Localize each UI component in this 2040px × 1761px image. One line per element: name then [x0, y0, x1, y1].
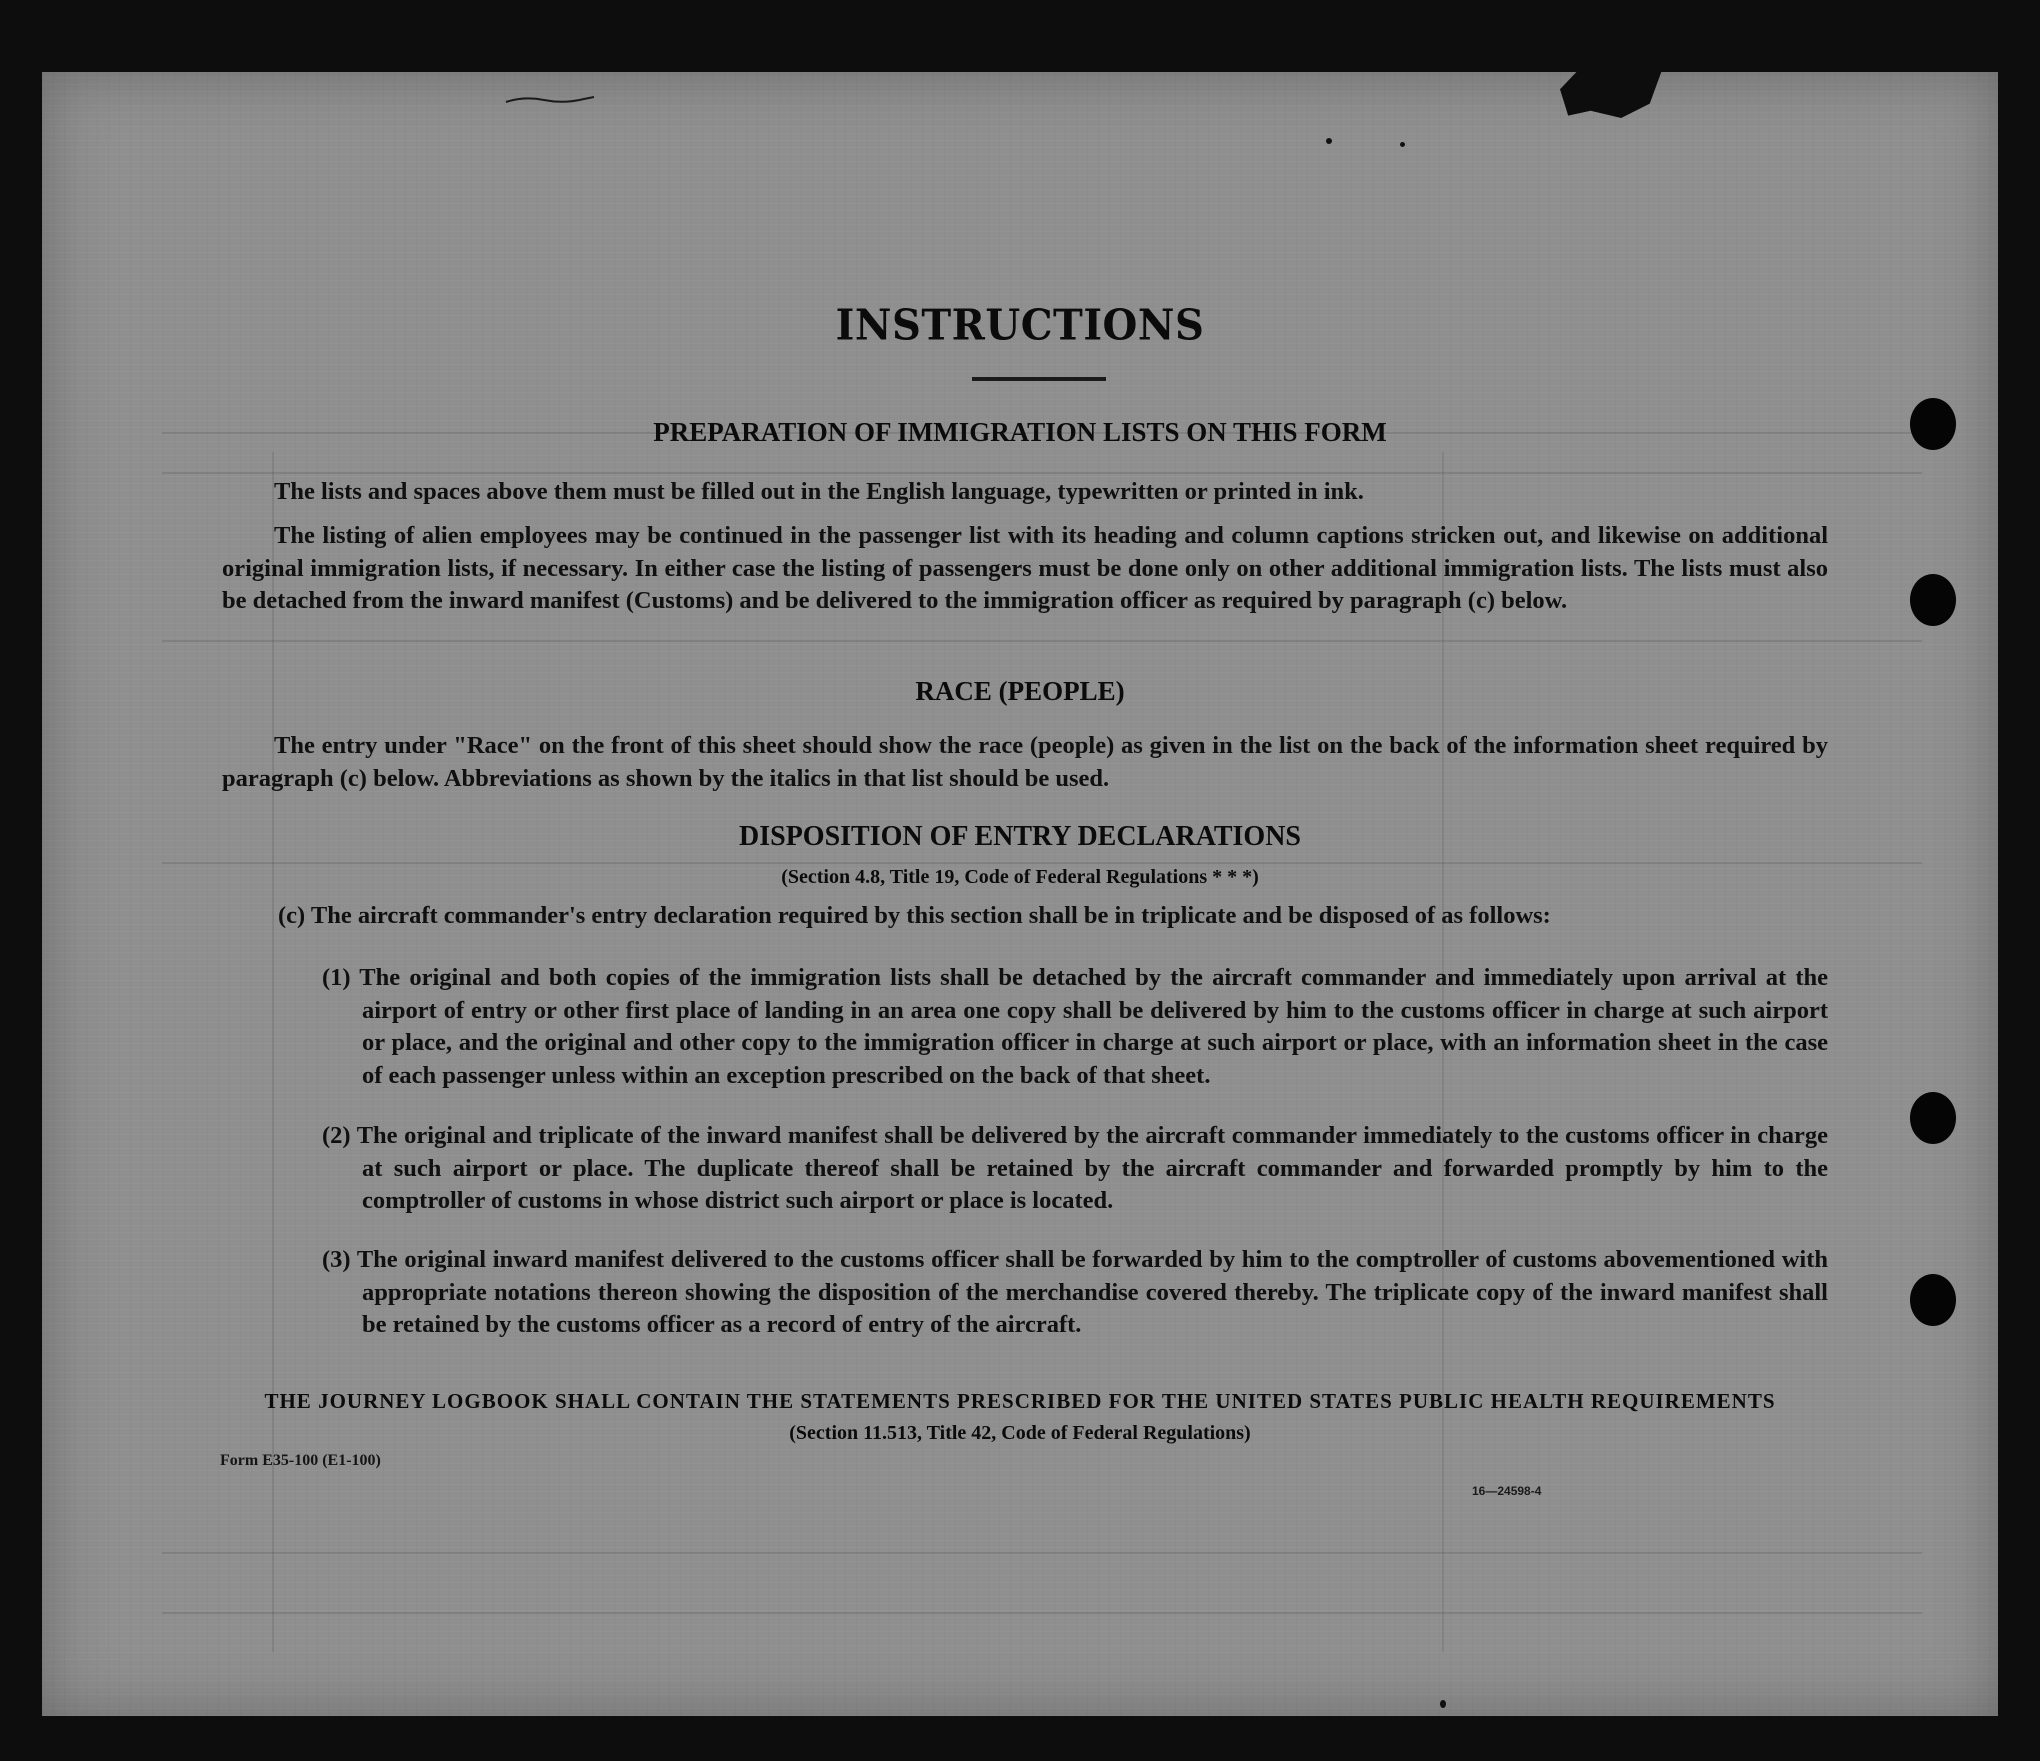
logbook-citation: (Section 11.513, Title 42, Code of Federal Regulations)	[789, 1422, 1251, 1444]
ink-speck	[1440, 1700, 1446, 1708]
section-heading-logbook: THE JOURNEY LOGBOOK SHALL CONTAIN THE STATEMENTS PRESCRIBED FOR THE UNITED STATES PUBLIC HEALTH REQUIREMENTS	[264, 1389, 1776, 1413]
punch-hole	[1910, 574, 1956, 626]
section-heading-immigration-lists: PREPARATION OF IMMIGRATION LISTS ON THIS FORM	[653, 417, 1387, 447]
list-item-3: (3) The original inward manifest delivered to the customs officer shall be forwarded by him to the comptroller of customs abovementioned with appropriate notations thereon showing the disposition of the merchandise covered thereby. The triplicate copy of the inward manifest shall be retained by the customs officer as a record of entry of the aircraft.	[322, 1246, 1828, 1338]
paragraph-race: The entry under "Race" on the front of this sheet should show the race (people) as given in the list on the back of the information sheet required by paragraph (c) below. Abbreviations as shown by the italics in that list should be used.	[222, 732, 1828, 792]
paragraph-c-intro: (c) The aircraft commander's entry declaration required by this section shall be in triplicate and be disposed of as follows:	[278, 902, 1551, 929]
pen-mark	[504, 94, 596, 106]
ink-speck	[1326, 138, 1332, 144]
list-item-1: (1) The original and both copies of the immigration lists shall be detached by the aircraft commander and immediately upon arrival at the airport of entry or other first place of landing in an area one copy shall be delivered by him to the customs officer in charge at such airport or place, and the original and other copy to the immigration officer in charge at such airport or place, with an information sheet in the case of each passenger unless within an exception prescribed on the back of that sheet.	[322, 964, 1828, 1089]
print-code: 16—24598-4	[1472, 1484, 1542, 1498]
section-heading-race: RACE (PEOPLE)	[915, 676, 1125, 706]
punch-hole	[1910, 1274, 1956, 1326]
page-title: INSTRUCTIONS	[835, 300, 1205, 351]
form-number: Form E35-100 (E1-100)	[220, 1452, 381, 1469]
title-underline	[972, 377, 1106, 381]
disposition-citation: (Section 4.8, Title 19, Code of Federal Regulations * * *)	[781, 866, 1259, 888]
punch-hole	[1910, 1092, 1956, 1144]
list-item-2: (2) The original and triplicate of the inward manifest shall be delivered by the aircraft commander immediately to the customs officer in charge at such airport or place. The duplicate thereof shall be retained by the aircraft commander and forwarded promptly by him to the comptroller of customs in whose district such airport or place is located.	[322, 1122, 1828, 1214]
paragraph-alien-employees: The listing of alien employees may be continued in the passenger list with its heading and column captions stricken out, and likewise on additional original immigration lists, if necessary. In either case the listing of passengers must be done only on other additional immigration lists. The lists must also be detached from the inward manifest (Customs) and be delivered to the immigration officer as required by paragraph (c) below.	[222, 522, 1828, 614]
section-heading-disposition: DISPOSITION OF ENTRY DECLARATIONS	[739, 821, 1301, 852]
ink-speck	[1400, 142, 1405, 147]
paragraph-english-language: The lists and spaces above them must be filled out in the English language, typewritten or printed in ink.	[274, 478, 1364, 505]
